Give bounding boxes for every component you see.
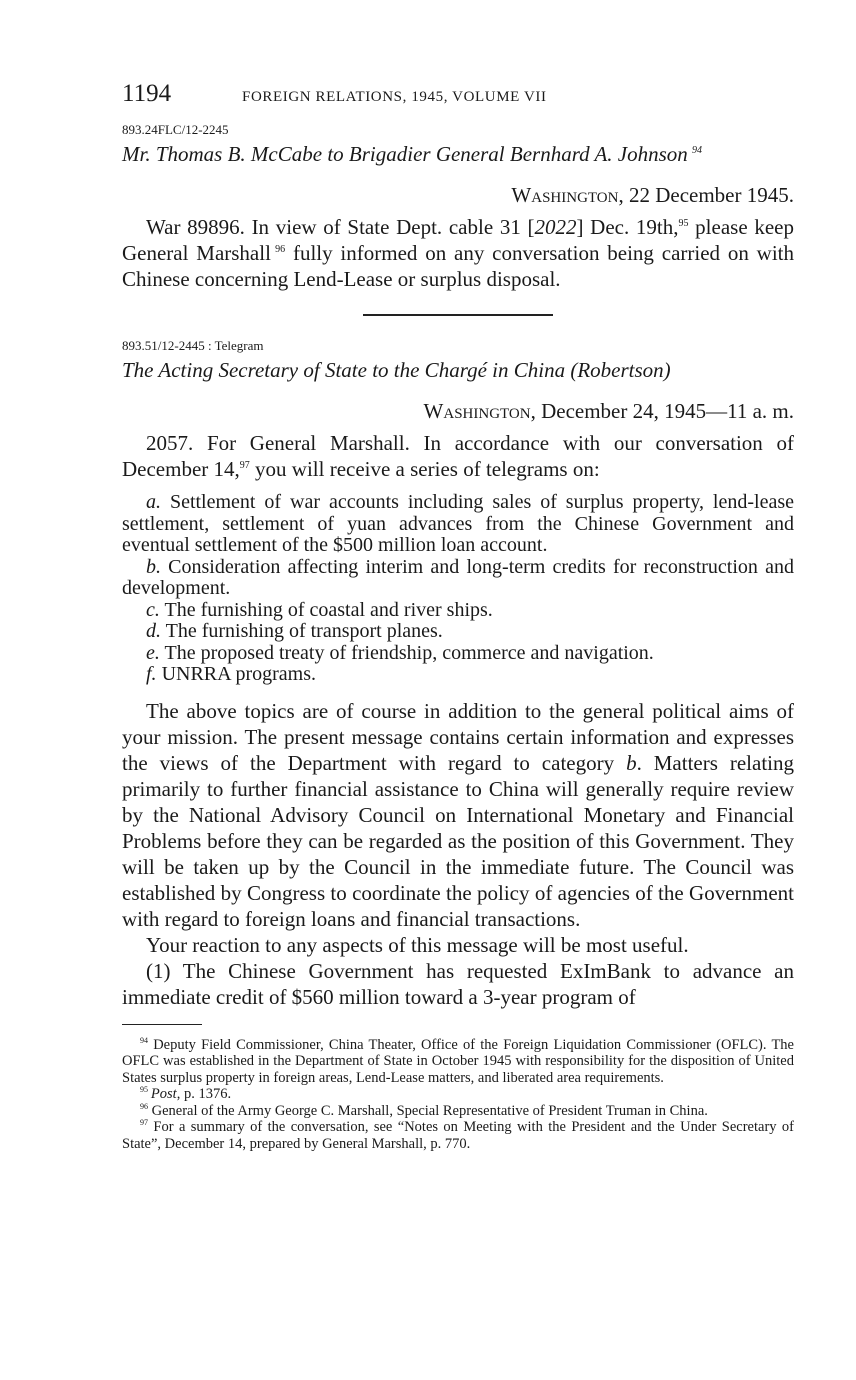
doc2-paragraph-2: The above topics are of course in addition to the general political aims of your mission. The present message contains certain information and expresses the views of the Department with regard to category b. Matters relating primarily to further financial assistance to China will generally require review by the National Advisory Council on International Monetary and Financial Problems before they can be regarded as the position of this Government. They will be taken up by the Council in the immediate future. The Council was established by Congress to coordinate the policy of agencies of the Government with regard to foreign loans and financial transactions. <box>122 698 794 931</box>
doc2-file-reference: 893.51/12-2445 : Telegram <box>122 338 264 353</box>
footnote-ref-96: 96 <box>275 244 286 255</box>
document-page <box>122 80 794 1152</box>
section-divider <box>363 314 553 316</box>
list-item: b. Consideration affecting interim and long-term credits for reconstruction and development. <box>122 555 794 599</box>
doc2-title: The Acting Secretary of State to the Chargé in China (Robertson) <box>122 358 671 382</box>
doc1-title: Mr. Thomas B. McCabe to Brigadier General Bernhard A. Johnson $^{94}$ <box>122 142 703 166</box>
doc1-body-paragraph: War 89896. In view of State Dept. cable 31 [2022] Dec. 19th,$^{95}$ please keep General Marshall $^{96}$ fully informed on any conversation being carried on with Chinese concerning Lend-Lease or surplus disposal. <box>122 215 794 291</box>
list-item: a. Settlement of war accounts including sales of surplus property, lend-lease settlement, settlement of yuan advances from the Chinese Government and eventual settlement of the $500 million loan account. <box>122 491 794 556</box>
doc2-intro-paragraph: 2057. For General Marshall. In accordance with our conversation of December 14,97 you will receive a series of telegrams on: <box>122 431 794 481</box>
doc2-paragraph-4: (1) The Chinese Government has requested ExImBank to advance an immediate credit of $560 million toward a 3-year program of <box>122 958 794 1009</box>
topic-list <box>122 491 794 686</box>
doc2-dateline: Washington, December 24, 1945—11 a. m. <box>423 399 794 423</box>
footnote-96: $^{96}$ General of the Army George C. Marshall, Special Representative of President Truman in China. <box>140 1101 708 1119</box>
doc2-paragraph-3: Your reaction to any aspects of this message will be most useful. <box>146 932 689 957</box>
list-item: e. The proposed treaty of friendship, commerce and navigation. <box>146 641 654 664</box>
page-header <box>122 80 794 108</box>
footnote-95: $^{95}$ Post, p. 1376. <box>140 1085 232 1102</box>
list-item: d. The furnishing of transport planes. <box>146 620 443 642</box>
footnotes <box>122 1037 794 1153</box>
doc1-dateline: Washington, 22 December 1945. <box>511 183 794 207</box>
list-item: f. UNRRA programs. <box>146 663 317 685</box>
footnote-ref-94: 94 <box>692 145 703 156</box>
footnote-97: $^{97}$ For a summary of the conversation, see “Notes on Meeting with the President and the Under Secretary of State”, December 14, prepared by General Marshall, p. 770. <box>122 1118 794 1152</box>
list-item: c. The furnishing of coastal and river ships. <box>146 598 493 621</box>
doc1-file-reference: 893.24FLC/12-2245 <box>122 122 229 137</box>
running-head: FOREIGN RELATIONS, 1945, VOLUME VII <box>242 89 547 105</box>
footnote-ref-95: 95 <box>678 218 689 229</box>
footnote-ref-97: 97 <box>239 460 250 471</box>
page-number: 1194 <box>122 80 172 107</box>
footnote-divider <box>122 1024 202 1025</box>
footnote-94: $^{94}$ Deputy Field Commissioner, China Theater, Office of the Foreign Liquidation Commissioner (OFLC). The OFLC was established in the Department of State in October 1945 with responsibility for the disposition of United States surplus property in foreign areas, Lend-Lease matters, and liberated area requirements. <box>122 1035 794 1086</box>
